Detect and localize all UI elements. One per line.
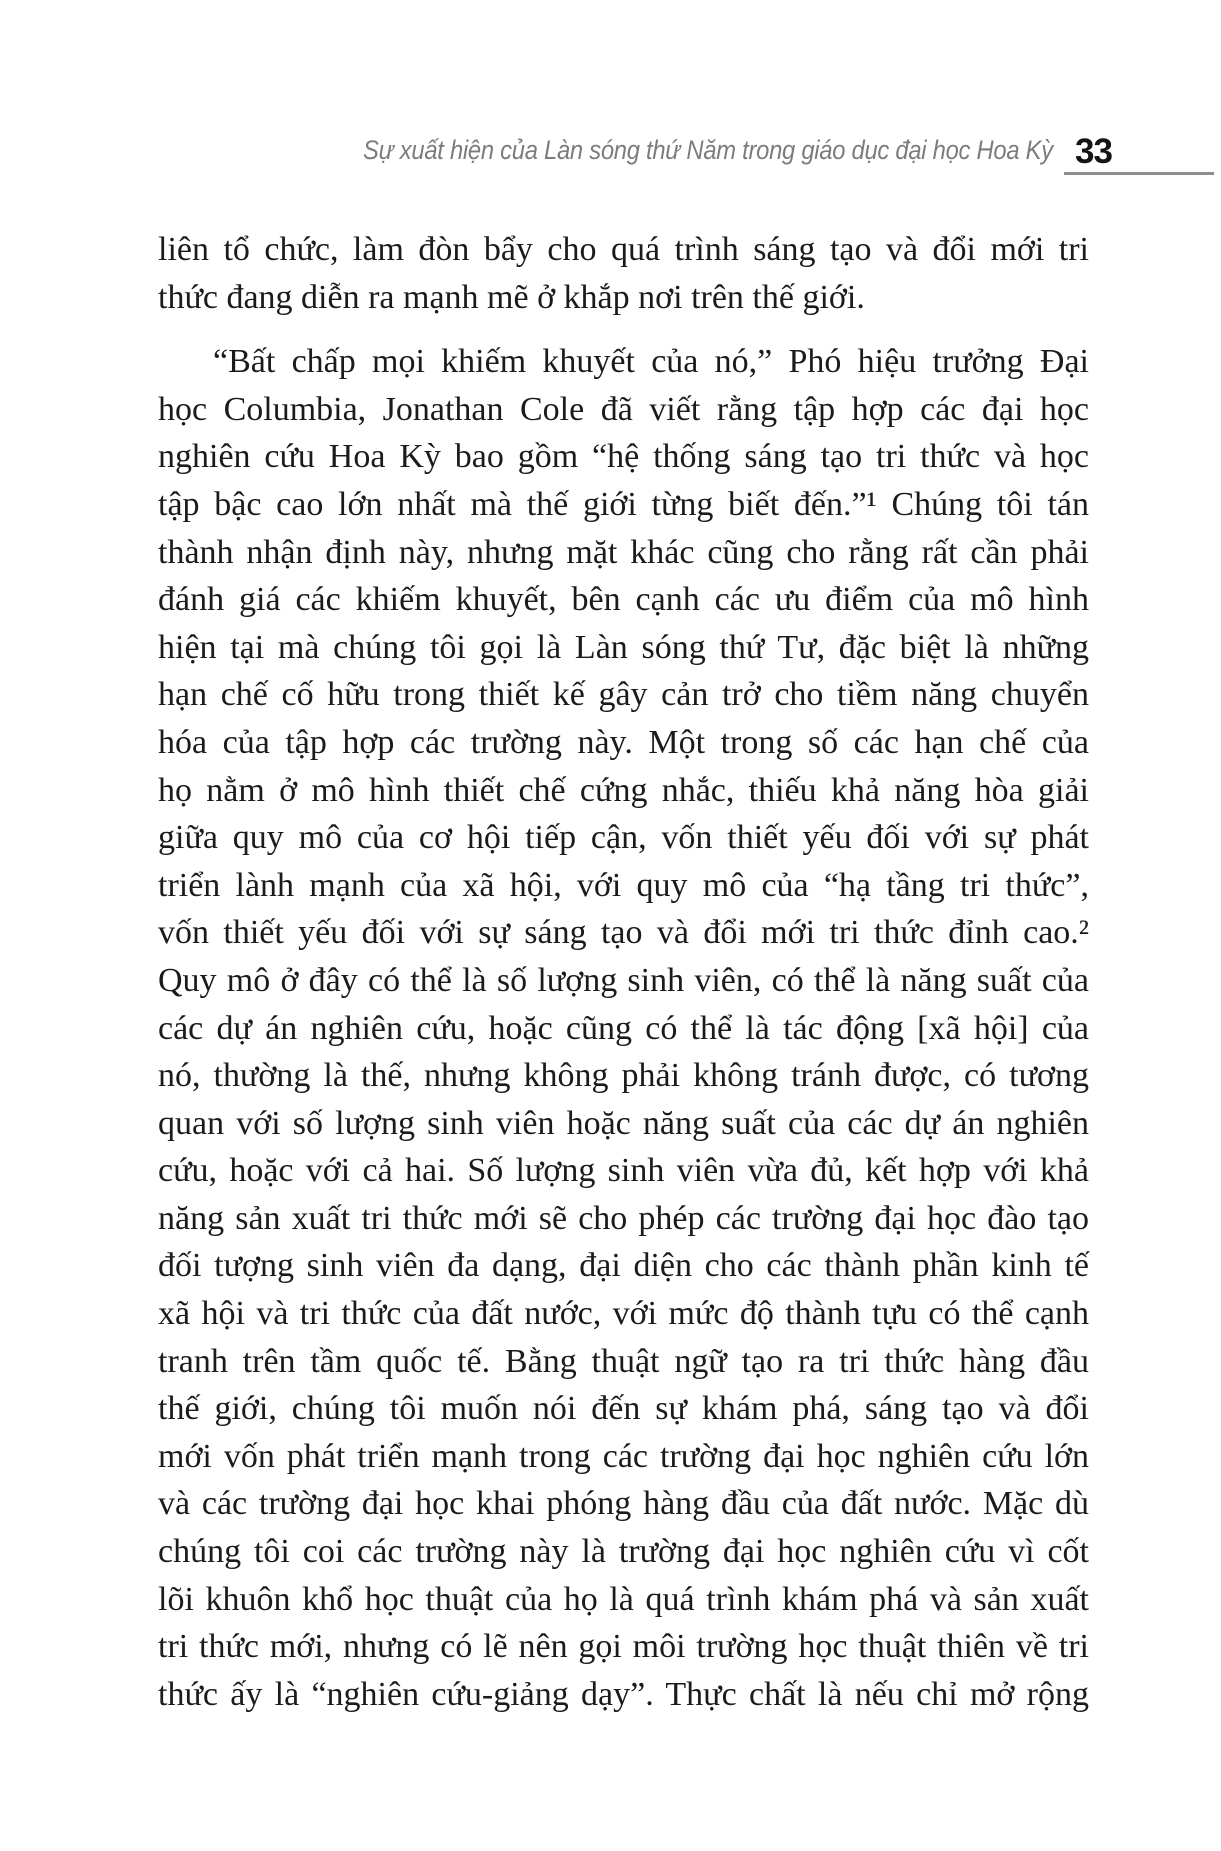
text-line: và các trường đại học khai phóng hàng đầu của đất nước. Mặc dù — [158, 1485, 1089, 1523]
text-line: học Columbia, Jonathan Cole đã viết rằng tập hợp các đại học — [158, 390, 1089, 428]
text-line: triển lành mạnh của xã hội, với quy mô của “hạ tầng tri thức”, — [158, 866, 1089, 904]
text-line: chúng tôi coi các trường này là trường đại học nghiên cứu vì cốt — [158, 1533, 1089, 1571]
body-text — [158, 226, 1089, 1718]
text-line: hóa của tập hợp các trường này. Một trong số các hạn chế của — [158, 723, 1089, 761]
paragraph — [158, 338, 1089, 1718]
text-line: hiện tại mà chúng tôi gọi là Làn sóng thứ Tư, đặc biệt là những — [158, 628, 1089, 666]
text-line: lõi khuôn khổ học thuật của họ là quá trình khám phá và sản xuất — [158, 1580, 1089, 1618]
paragraph — [158, 226, 1089, 321]
text-line: thế giới, chúng tôi muốn nói đến sự khám phá, sáng tạo và đổi — [158, 1390, 1089, 1428]
text-line: năng sản xuất tri thức mới sẽ cho phép các trường đại học đào tạo — [158, 1199, 1089, 1237]
text-line: xã hội và tri thức của đất nước, với mức độ thành tựu có thể cạnh — [158, 1295, 1089, 1333]
text-line: họ nằm ở mô hình thiết chế cứng nhắc, thiếu khả năng hòa giải — [158, 771, 1089, 809]
text-line: đánh giá các khiếm khuyết, bên cạnh các ưu điểm của mô hình — [158, 581, 1089, 619]
page-number: 33 — [1075, 132, 1112, 171]
text-line: nghiên cứu Hoa Kỳ bao gồm “hệ thống sáng tạo tri thức và học — [158, 438, 1089, 476]
text-line: liên tổ chức, làm đòn bẩy cho quá trình sáng tạo và đổi mới tri — [158, 231, 1089, 268]
text-line: giữa quy mô của cơ hội tiếp cận, vốn thiết yếu đối với sự phát — [158, 819, 1089, 857]
running-header-title: Sự xuất hiện của Làn sóng thứ Năm trong giáo dục đại học Hoa Kỳ — [363, 135, 1053, 165]
text-line: nó, thường là thế, nhưng không phải không tránh được, có tương — [158, 1057, 1089, 1095]
text-line: thức ấy là “nghiên cứu-giảng dạy”. Thực chất là nếu chỉ mở rộng — [158, 1675, 1089, 1713]
text-line: quan với số lượng sinh viên hoặc năng suất của các dự án nghiên — [158, 1104, 1089, 1142]
text-line: mới vốn phát triển mạnh trong các trường đại học nghiên cứu lớn — [158, 1437, 1089, 1475]
text-line: Quy mô ở đây có thể là số lượng sinh viên, có thể là năng suất của — [158, 961, 1089, 999]
text-line: thức đang diễn ra mạnh mẽ ở khắp nơi trên thế giới. — [158, 278, 865, 316]
header-rule — [1064, 172, 1214, 175]
text-line: hạn chế cố hữu trong thiết kế gây cản trở cho tiềm năng chuyển — [158, 676, 1089, 714]
text-line: tranh trên tầm quốc tế. Bằng thuật ngữ tạo ra tri thức hàng đầu — [158, 1342, 1089, 1380]
text-line: các dự án nghiên cứu, hoặc cũng có thể là tác động [xã hội] của — [158, 1009, 1089, 1047]
text-line: vốn thiết yếu đối với sự sáng tạo và đổi mới tri thức đỉnh cao.² — [158, 914, 1089, 952]
text-line: tri thức mới, nhưng có lẽ nên gọi môi trường học thuật thiên về tri — [158, 1628, 1089, 1666]
text-line: đối tượng sinh viên đa dạng, đại diện cho các thành phần kinh tế — [158, 1247, 1089, 1285]
text-line: tập bậc cao lớn nhất mà thế giới từng biết đến.”¹ Chúng tôi tán — [158, 485, 1089, 523]
text-line: “Bất chấp mọi khiếm khuyết của nó,” Phó hiệu trưởng Đại — [213, 343, 1089, 381]
text-line: thành nhận định này, nhưng mặt khác cũng cho rằng rất cần phải — [158, 533, 1089, 571]
text-line: cứu, hoặc với cả hai. Số lượng sinh viên vừa đủ, kết hợp với khả — [158, 1152, 1089, 1190]
